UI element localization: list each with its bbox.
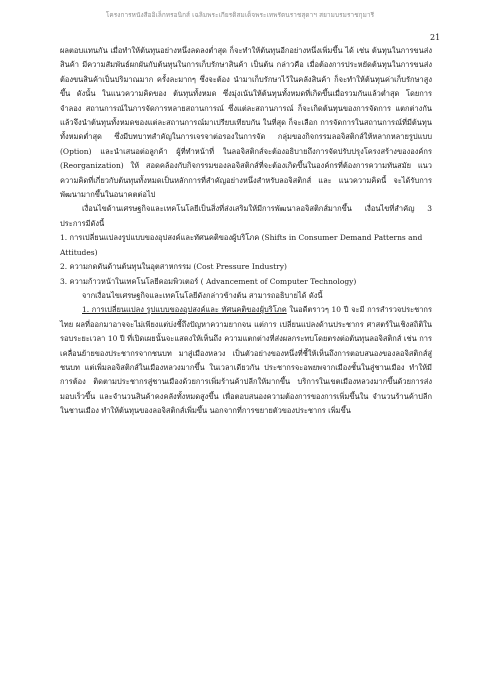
paragraph-conditions-intro: เงื่อนไขด้านเศรษฐกิจและเทคโนโลยีเป็นสิ่งที่ส่งเสริมให้มีการพัฒนาลอจิสติกส์มากขึ้น เงื่อนไขที่สำคัญ 3 ประการมีดังนี้ [60, 204, 432, 228]
list-item: 3. ความก้าวหน้าในเทคโนโลยีคอมพิวเตอร์ ( Advancement of Computer Technology) [60, 276, 357, 286]
list-item: 1. การเปลี่ยนแปลงรูปแบบของอุปสงค์และทัศนคติของผู้บริโภค (Shifts in Consumer Demand Patterns and Attitudes) [60, 233, 423, 257]
list-item: 2. ความกดดันด้านต้นทุนในอุตสาหกรรม (Cost Pressure Industry) [60, 262, 287, 272]
section-heading-underlined: 1. การเปลี่ยนแปลง รูปแบบของอุปสงค์และ ทัศนคติของผู้บริโภค [82, 305, 287, 315]
page-number: 21 [430, 33, 441, 42]
paragraph-consumer-shift [60, 303, 432, 418]
page-body [60, 44, 432, 419]
conditions-list [60, 231, 432, 289]
paragraph-total-cost: ผลตอบแทนกัน เมื่อทำให้ต้นทุนอย่างหนึ่งลดลงต่ำสุด ก็จะทำให้ต้นทุนอีกอย่างหนึ่งเพิ่มขึ้น ได้ เช่น ต้นทุนในการขนส่งสินค้า มีความสัมพันธ์ผกผันกับต้นทุนในการเก็บรักษาสินค้า เป็นต้น กล่าวคือ เมื่อต้องการประหยัดต้นทุนในการขนส่ง ต้องขนสินค้าเป็นปริมาณมาก ครั้งละมากๆ ซึ่งจะต้อง นำมาเก็บรักษาไว้ในคลังสินค้า ก็จะทำให้ต้นทุนค่าเก็บรักษาสูงขึ้น ดังนั้น ในแนวความคิดของ ต้นทุนทั้งหมด ซึ่งมุ่งเน้นให้ต้นทุนทั้งหมดที่เกิดขึ้นเมื่อรวมกันแล้วต่ำสุด โดยการจำลอง สถานการณ์ในการจัดการหลายสถานการณ์ ซึ่งแต่ละสถานการณ์ ก็จะเกิดต้นทุนของการจัดการ แตกต่างกัน แล้วจึงนำต้นทุนทั้งหมดของแต่ละสถานการณ์มาเปรียบเทียบกัน ในที่สุด ก็จะเลือก การจัดการในสถานการณ์ที่มีต้นทุนทั้งหมดต่ำสุด ซึ่งมีบทบาทสำคัญในการเจรจาต่อรองในการจัด กลุ่มของกิจกรรมลอจิสติกส์ให้หลากหลายรูปแบบ (Option) และนำเสนอต่อลูกค้า ผู้ที่ทำหน้าที่ ในลอจิสติกส์จะต้องอธิบายถึงการจัดปรับปรุงโครงสร้างขององค์กร (Reorganization) ให้ สอดคล้องกับกิจกรรมของลอจิสติกส์ที่จะต้องเกิดขึ้นในองค์กรที่ต้องการความทันสมัย แนว ความคิดที่เกี่ยวกับต้นทุนทั้งหมดเป็นหลักการที่สำคัญอย่างหนึ่งสำหรับลอจิสติกส์ และ แนวความคิดนี้ จะได้รับการพัฒนามากขึ้นในอนาคตต่อไป [60, 46, 432, 200]
paragraph-consumer-shift-body: ในอดีตราวๆ 10 ปี จะมี การสำรวจประชากรไทย ผลที่ออกมาอาจจะไม่เพียงแต่บ่งชี้ถึงปัญหาความยากจน แต่การ เปลี่ยนแปลงด้านประชากร ศาสตร์ในเชิงสถิติในรอบระยะเวลา 10 ปี ที่เปิดเผยนั้นจะแสดงให้เห็นถึง ความแตกต่างที่ส่งผลกระทบโดยตรงต่อต้นทุนลอจิสติกส์ เช่น การเคลื่อนย้ายของประชากรจากชนบท มาสู่เมืองหลวง เป็นตัวอย่างของหนึ่งที่ชี้ให้เห็นถึงการตอบสนองของลอจิสติกส์สู่ชนบท แต่เพิ่มลอจิสติกส์ในเมืองหลวงมากขึ้น ในเวลาเดียวกัน ประชากรจะอพยพจากเมืองชั้นในสู่ชานเมือง ทำให้มีการต้อง ติดตามประชากรสู่ชานเมืองด้วยการเพิ่มร้านค้าปลีกให้มากขึ้น บริการในเขตเมืองหลวงมากขึ้นด้วยการส่งมอบเร็วขึ้น และจำนวนสินค้าคงคลังทั้งหมดสูงขึ้น เพื่อตอบสนองความต้องการของการเพิ่มขึ้นใน จำนวนร้านค้าปลีกในชานเมือง ทำให้ต้นทุนของลอจิสติกส์เพิ่มขึ้น นอกจากที่การขยายตัวของประชากร เพิ่มขึ้น [60, 305, 432, 416]
page-header: โครงการหนังสืออิเล็กทรอนิกส์ เฉลิมพระเกียรติสมเด็จพระเทพรัตนราชสุดาฯ สยามบรมราชกุมารี [105, 11, 375, 19]
paragraph-explanation-intro: จากเงื่อนไขเศรษฐกิจและเทคโนโลยีดังกล่าวข้างต้น สามารถอธิบายได้ ดังนี้ [82, 290, 323, 300]
